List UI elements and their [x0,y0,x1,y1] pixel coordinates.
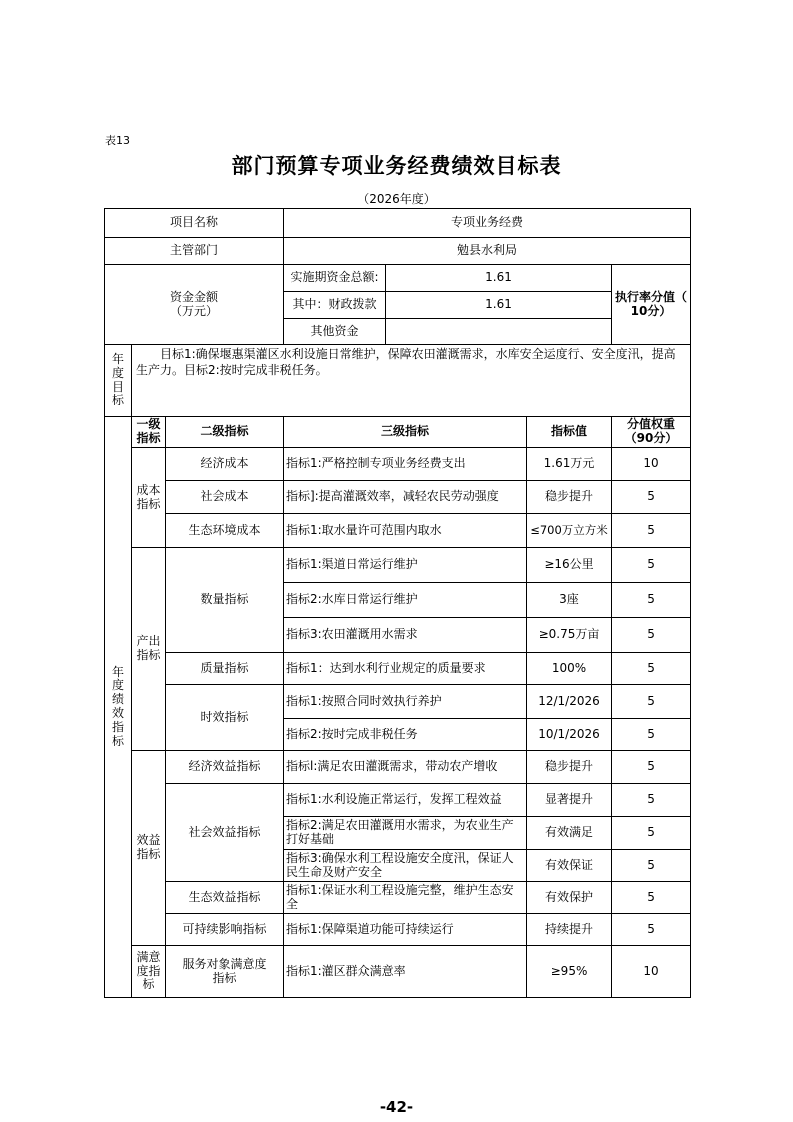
indicator-header-row [105,417,691,448]
level3: 指标3:农田灌溉用水需求 [284,618,527,653]
table-row [105,653,691,685]
level1-satisfaction: 满意 度指 标 [132,946,166,998]
level2: 生态环境成本 [166,514,284,548]
funds-total: 1.61 [386,265,612,292]
indicator-value: 1.61万元 [527,448,612,481]
performance-table [104,208,691,998]
department-label: 主管部门 [105,238,284,265]
level2: 质量指标 [166,653,284,685]
table-row [105,548,691,583]
level2: 生态效益指标 [166,882,284,914]
page-number: -42- [379,1098,414,1116]
header-level2: 二级指标 [166,417,284,448]
level2: 经济效益指标 [166,751,284,784]
project-name-label: 项目名称 [105,209,284,238]
table-row [105,914,691,946]
funds-total-row [105,265,691,292]
indicator-weight: 5 [612,583,691,618]
level2: 时效指标 [166,685,284,751]
department: 勉县水利局 [284,238,691,265]
header-level1: 一级 指标 [132,417,166,448]
indicator-weight: 5 [612,685,691,719]
indicator-weight: 5 [612,850,691,882]
table-number: 表13 [105,134,130,147]
indicator-weight: 5 [612,751,691,784]
indicator-weight: 10 [612,946,691,998]
table-row [105,481,691,514]
header-level3: 三级指标 [284,417,527,448]
indicator-value: ≥95% [527,946,612,998]
indicator-value: 有效保护 [527,882,612,914]
funds-fiscal-label: 其中：财政拨款 [284,292,386,319]
page-title: 部门预算专项业务经费绩效目标表 [231,154,562,178]
level3: 指标2:水库日常运行维护 [284,583,527,618]
table-row [105,751,691,784]
table-row [105,784,691,817]
table-row [105,448,691,481]
indicator-value: 有效满足 [527,817,612,850]
indicator-value: 10/1/2026 [527,719,612,751]
budget-year: （2026年度） [357,192,436,206]
indicator-weight: 10 [612,448,691,481]
funds-other-label: 其他资金 [284,319,386,345]
indicator-weight: 5 [612,481,691,514]
indicator-value: ≥0.75万亩 [527,618,612,653]
level3: 指标1:按照合同时效执行养护 [284,685,527,719]
header-weight: 分值权重 （90分） [612,417,691,448]
indicator-value: 3座 [527,583,612,618]
indicator-value: ≤700万立方米 [527,514,612,548]
indicator-value: 有效保证 [527,850,612,882]
level3: 指标]:提高灌溉效率，减轻农民劳动强度 [284,481,527,514]
indicator-value: 显著提升 [527,784,612,817]
indicator-weight: 5 [612,653,691,685]
level2: 可持续影响指标 [166,914,284,946]
indicator-value: 持续提升 [527,914,612,946]
level2: 社会成本 [166,481,284,514]
annual-goal-text: 目标1:确保堰惠渠灌区水利设施日常维护，保障农田灌溉需求，水库安全运度行、安全度汛，提高生产力。目标2:按时完成非税任务。 [132,345,691,417]
level2: 经济成本 [166,448,284,481]
execution-rate-label: 执行率分值（ 10分） [612,265,691,345]
indicator-weight: 5 [612,914,691,946]
level3: 指标1:保证水利工程设施完整，维护生态安全 [284,882,527,914]
indicator-weight: 5 [612,719,691,751]
table-row [105,946,691,998]
indicator-weight: 5 [612,817,691,850]
level3: 指标1：达到水利行业规定的质量要求 [284,653,527,685]
level3: 指标1:严格控制专项业务经费支出 [284,448,527,481]
level2: 服务对象满意度 指标 [166,946,284,998]
table-row [105,882,691,914]
level1-output: 产出 指标 [132,548,166,751]
level3: 指标1:水利设施正常运行，发挥工程效益 [284,784,527,817]
indicator-value: 稳步提升 [527,751,612,784]
level3: 指标l:满足农田灌溉需求，带动农产增收 [284,751,527,784]
level1-benefit: 效益 指标 [132,751,166,946]
level3: 指标1:保障渠道功能可持续运行 [284,914,527,946]
level3: 指标2:按时完成非税任务 [284,719,527,751]
department-row [105,238,691,265]
level3: 指标1:取水量许可范围内取水 [284,514,527,548]
funds-other [386,319,612,345]
funds-fiscal: 1.61 [386,292,612,319]
annual-goal-label: 年度 目标 [105,345,132,417]
indicator-value: 100% [527,653,612,685]
indicator-weight: 5 [612,548,691,583]
indicator-weight: 5 [612,882,691,914]
level1-cost: 成本 指标 [132,448,166,548]
project-name-row [105,209,691,238]
level2: 社会效益指标 [166,784,284,882]
project-name: 专项业务经费 [284,209,691,238]
indicator-value: 12/1/2026 [527,685,612,719]
indicator-weight: 5 [612,784,691,817]
header-value: 指标值 [527,417,612,448]
indicator-weight: 5 [612,514,691,548]
level3: 指标1:灌区群众满意率 [284,946,527,998]
indicator-weight: 5 [612,618,691,653]
funds-label: 资金金额 （万元） [105,265,284,345]
level3: 指标1:渠道日常运行维护 [284,548,527,583]
table-row [105,685,691,719]
funds-total-label: 实施期资金总额: [284,265,386,292]
table-row [105,514,691,548]
level3: 指标3:确保水利工程设施安全度汛，保证人民生命及财产安全 [284,850,527,882]
level3: 指标2:满足农田灌溉用水需求，为农业生产打好基础 [284,817,527,850]
level2: 数量指标 [166,548,284,653]
annual-goal-row [105,345,691,417]
indicator-value: 稳步提升 [527,481,612,514]
indicator-side-label: 年度 绩效 指标 [105,417,132,998]
indicator-value: ≥16公里 [527,548,612,583]
